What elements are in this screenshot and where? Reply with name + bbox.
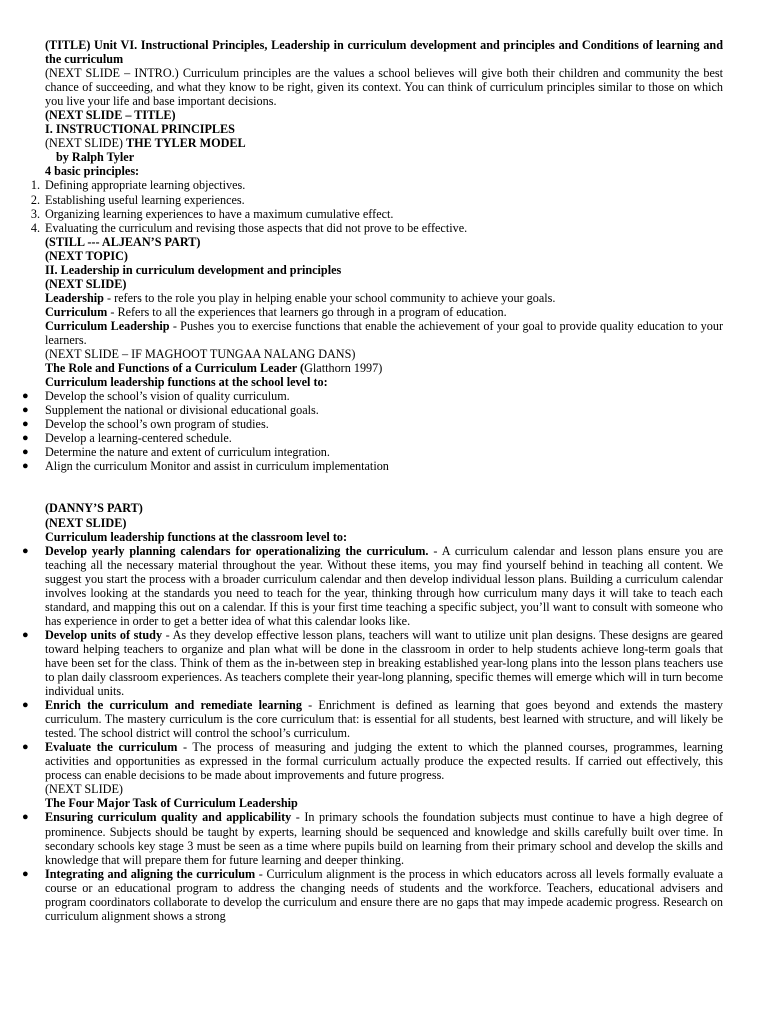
list-text: - Curriculum alignment is the process in which educators across all levels formally evaluate a course or an educational program to address the changing needs of students and the workforce. Teachers, educational advisers and program coordinators collaborate to develop the curriculum and ensure there are no gaps that may impede academic progress. Research on curriculum alignment shows a strong xyxy=(45,866,723,923)
list-item xyxy=(22,445,723,460)
aljean-part-note: (STILL --- ALJEAN’S PART) xyxy=(45,234,201,249)
basic-principles-heading: 4 basic principles: xyxy=(45,164,140,179)
definition-leadership xyxy=(45,291,723,305)
bullet-icon: ● xyxy=(22,867,29,880)
list-number: 2. xyxy=(30,192,40,207)
classroom-level-heading: Curriculum leadership functions at the classroom level to: xyxy=(45,529,348,544)
list-number: 1. xyxy=(30,178,40,193)
list-text: Establishing useful learning experiences. xyxy=(45,192,245,207)
tasks-list xyxy=(22,810,723,923)
bullet-icon: ● xyxy=(22,418,29,431)
list-item xyxy=(22,740,723,783)
list-item xyxy=(22,810,723,867)
list-text: - A curriculum calendar and lesson plans ensure you are teaching all the necessary material throughout the year. Without these items, you may find yourself behind in teaching all content. We suggest you start the process with a broader curriculum calendar and then develop individual lesson plans. Building a curriculum calendar involves looking at the standards you need to teach for the year, thinking through how curriculum many days it will take to teach each standard, and mapping this out on a calendar. If this is your first time teaching a specific subject, you’ll want to consult with someone who has experience in order to get a better idea of what this calendar looks like. xyxy=(45,543,724,628)
bullet-icon: ● xyxy=(22,446,29,459)
list-item xyxy=(22,417,723,432)
list-text: Develop a learning-centered schedule. xyxy=(45,431,232,446)
bullet-icon: ● xyxy=(22,741,29,754)
next-slide-note: (NEXT SLIDE) xyxy=(45,515,127,530)
list-number: 3. xyxy=(30,206,40,221)
list-text: Organizing learning experiences to have a maximum cumulative effect. xyxy=(45,206,394,221)
list-text: - Enrichment is defined as learning that goes beyond and extends the mastery curriculum. The mastery curriculum is the core curriculum that: is essential for all students, best learned with structure, and will likely be tested. The school district will control the school’s curriculum. xyxy=(45,698,723,741)
definition-curriculum xyxy=(45,305,723,319)
list-item xyxy=(30,192,723,207)
bullet-icon: ● xyxy=(22,404,29,417)
list-item xyxy=(22,627,723,699)
list-term: Develop yearly planning calendars for operationalizing the curriculum. xyxy=(45,543,429,558)
list-text: - As they develop effective lesson plans, teachers will want to utilize unit plan designs. These designs are geared toward helping teachers to organize and plan what will be done in the classroom in order to help students achieve long-term goals that have been set for the class. Think of them as the in-between step in breaking established year-long plans into the lesson plans teachers use to plan daily classroom experiences. As teachers complete their year-long planning, specific themes will emerge which will in turn become individual units. xyxy=(45,627,723,699)
list-item xyxy=(30,178,723,193)
bullet-icon: ● xyxy=(22,460,29,473)
list-item xyxy=(22,698,723,741)
list-number: 4. xyxy=(30,220,40,235)
school-level-heading: Curriculum leadership functions at the school level to: xyxy=(45,375,328,390)
list-text: Align the curriculum Monitor and assist in curriculum implementation xyxy=(45,459,389,474)
intro-paragraph: (NEXT SLIDE – INTRO.) Curriculum principles are the values a school believes will give both their children and community the best chance of succeeding, and what they know to be right, given its context. You can think of curriculum principles similar to those on which you live your life and base important decisions. xyxy=(45,66,723,109)
definition-term: Leadership xyxy=(45,290,104,305)
list-text: Determine the nature and extent of curriculum integration. xyxy=(45,445,330,460)
list-text: Evaluating the curriculum and revising those aspects that did not prove to be effective. xyxy=(45,220,468,235)
bullet-icon: ● xyxy=(22,390,29,403)
list-item xyxy=(22,543,724,628)
principles-list xyxy=(30,178,723,235)
list-text: Supplement the national or divisional educational goals. xyxy=(45,403,319,418)
list-text: Develop the school’s own program of studies. xyxy=(45,417,269,432)
tyler-model-title: THE TYLER MODEL xyxy=(126,136,246,151)
school-functions-list xyxy=(22,389,723,474)
list-text: Defining appropriate learning objectives. xyxy=(45,178,246,193)
list-term: Evaluate the curriculum xyxy=(45,740,178,755)
role-citation: Glatthorn 1997) xyxy=(304,361,383,376)
list-term: Ensuring curriculum quality and applicability xyxy=(45,810,292,825)
definition-text: - Refers to all the experiences that learners go through in a program of education. xyxy=(107,304,507,319)
next-topic-note: (NEXT TOPIC) xyxy=(45,248,128,263)
definition-term: Curriculum xyxy=(45,304,108,319)
next-slide-note: (NEXT SLIDE) xyxy=(45,276,127,291)
list-term: Enrich the curriculum and remediate learning xyxy=(45,698,302,713)
list-text: Develop the school’s vision of quality curriculum. xyxy=(45,389,290,404)
bullet-icon: ● xyxy=(22,544,29,557)
tyler-author: by Ralph Tyler xyxy=(56,150,135,165)
section-spacer xyxy=(45,473,723,501)
list-item xyxy=(22,866,723,923)
document-body xyxy=(22,38,724,923)
unit-title: (TITLE) Unit VI. Instructional Principles, Leadership in curriculum development and principles and Conditions of learning and the curriculum xyxy=(45,38,723,67)
list-item xyxy=(22,459,723,474)
section-instructional-principles: I. INSTRUCTIONAL PRINCIPLES xyxy=(45,122,235,137)
list-item xyxy=(22,389,723,404)
list-item xyxy=(22,403,723,418)
list-text: - The process of measuring and judging the extent to which the planned courses, programmes, learning activities and opportunities as expressed in the formal curriculum actually produce the expected results. If carried out effectively, this process can enable decisions to be made about improvements and future progress. xyxy=(45,740,723,783)
tyler-slide-note: (NEXT SLIDE) xyxy=(45,136,127,151)
list-term: Integrating and aligning the curriculum xyxy=(45,866,256,881)
slide-title-note: (NEXT SLIDE – TITLE) xyxy=(45,108,176,123)
four-tasks-heading: The Four Major Task of Curriculum Leadership xyxy=(45,796,298,811)
definition-text: - Pushes you to exercise functions that enable the achievement of your goal to provide quality education to your learners. xyxy=(45,318,724,347)
section-leadership: II. Leadership in curriculum development and principles xyxy=(45,262,342,277)
bullet-icon: ● xyxy=(22,699,29,712)
list-item xyxy=(22,431,723,446)
role-title: The Role and Functions of a Curriculum Leader ( xyxy=(45,361,305,376)
list-item xyxy=(30,220,723,235)
list-text: - In primary schools the foundation subjects must continue to have a high degree of prominence. Subjects should be taught by experts, learning should be sequenced and knowledge and skills carefully built over time. In secondary schools key stage 3 must be seen as a time where pupils build on learning from their primary school and develop the skills and knowledge that will prepare them for future learning and deeper thinking. xyxy=(45,810,723,867)
definition-term: Curriculum Leadership xyxy=(45,318,170,333)
list-item xyxy=(30,206,723,221)
next-slide-note: (NEXT SLIDE) xyxy=(45,782,123,797)
list-term: Develop units of study xyxy=(45,627,163,642)
bullet-icon: ● xyxy=(22,628,29,641)
role-functions-heading xyxy=(45,361,723,375)
definition-text: - refers to the role you play in helping enable your school community to achieve your goals. xyxy=(103,290,556,305)
bullet-icon: ● xyxy=(22,432,29,445)
maghoot-note: (NEXT SLIDE – IF MAGHOOT TUNGAA NALANG DANS) xyxy=(45,347,356,362)
bullet-icon: ● xyxy=(22,811,29,824)
danny-part-note: (DANNY’S PART) xyxy=(45,501,143,516)
definition-curriculum-leadership xyxy=(45,319,723,347)
classroom-functions-list xyxy=(22,543,724,783)
tyler-model-heading xyxy=(45,136,723,150)
